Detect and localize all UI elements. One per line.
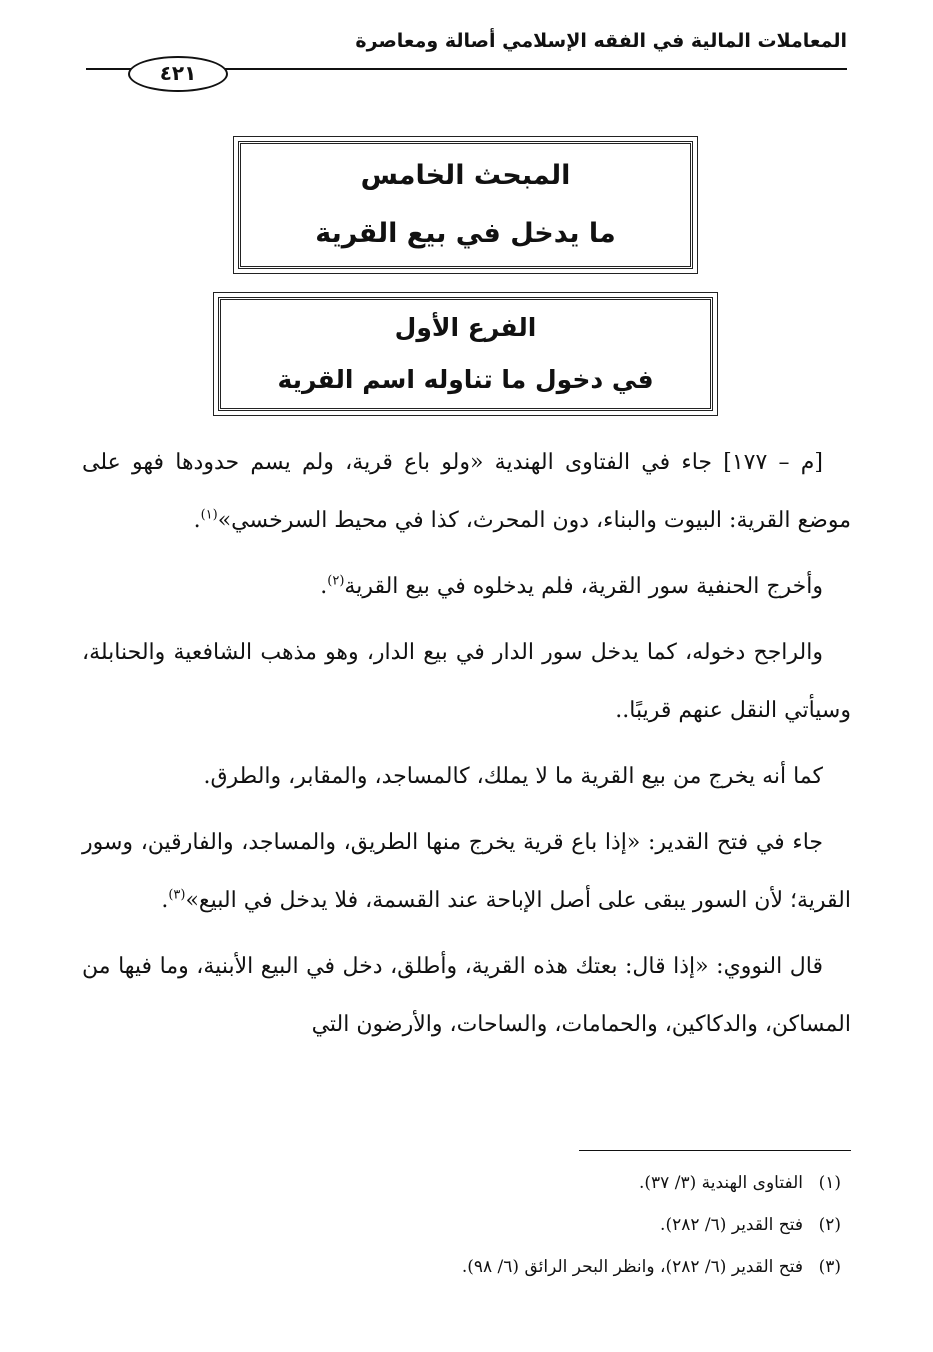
paragraph-tail: . [320, 574, 328, 599]
footnote-mark: (٢) [818, 1215, 841, 1235]
footnote [82, 1204, 851, 1246]
paragraph [82, 814, 851, 930]
footnote-mark: (١) [818, 1173, 841, 1193]
footnote-text: فتح القدير (٦/ ٢٨٢). [660, 1215, 803, 1235]
section-heading-frame [238, 141, 693, 269]
footnote-text: فتح القدير (٦/ ٢٨٢)، وانظر البحر الرائق (٦/ ٩٨). [461, 1257, 803, 1277]
paragraph-text: جاء في فتح القدير: «إذا باع قرية يخرج منها الطريق، والمساجد، والفارقين، وسور القرية؛ لأن السور يبقى على أصل الإباحة عند القسمة، فلا يدخل في البيع» [82, 830, 851, 913]
section-heading-box [233, 136, 698, 274]
subsection-heading-title: الفرع الأول [394, 313, 537, 342]
paragraph-tail: . [161, 888, 169, 913]
footnote-reference: (٣) [168, 887, 186, 903]
paragraph-text: [م – ١٧٧] جاء في الفتاوى الهندية «ولو باع قرية، ولم يسم حدودها فهو على موضع القرية: البيوت والبناء، دون المحرث، كذا في محيط السرخسي» [82, 450, 851, 533]
paragraph [82, 434, 851, 550]
running-header-title: المعاملات المالية في الفقه الإسلامي أصالة ومعاصرة [355, 30, 847, 52]
footnote-separator [579, 1150, 851, 1151]
paragraph-text: وأخرج الحنفية سور القرية، فلم يدخلوه في بيع القرية [344, 574, 823, 599]
subsection-heading-box [213, 292, 718, 416]
paragraph-tail: . [193, 508, 201, 533]
section-heading-title: المبحث الخامس [360, 160, 571, 191]
footnote [82, 1246, 851, 1288]
footnote [82, 1162, 851, 1204]
footnotes [82, 1162, 851, 1288]
page-number: ٤٢١ [128, 56, 228, 92]
paragraph-text: قال النووي: «إذا قال: بعتك هذه القرية، وأطلق، دخل في البيع الأبنية، وما فيها من المساكن، والدكاكين، والحمامات، والساحات، والأرضون التي [82, 954, 851, 1037]
paragraph [82, 938, 851, 1054]
paragraph-text: والراجح دخوله، كما يدخل سور الدار في بيع الدار، وهو مذهب الشافعية والحنابلة، وسيأتي النقل عنهم قريبًا.. [82, 640, 851, 723]
footnote-mark: (٣) [818, 1257, 841, 1277]
footnote-reference: (١) [200, 507, 218, 523]
subsection-heading-frame [218, 297, 713, 411]
body-text [82, 434, 851, 1062]
footnote-reference: (٢) [327, 573, 345, 589]
paragraph [82, 624, 851, 740]
paragraph-text: كما أنه يخرج من بيع القرية ما لا يملك، كالمساجد، والمقابر، والطرق. [203, 764, 823, 789]
subsection-heading-subtitle: في دخول ما تناوله اسم القرية [277, 365, 654, 394]
footnote-text: الفتاوى الهندية (٣/ ٣٧). [639, 1173, 803, 1193]
paragraph [82, 748, 851, 806]
paragraph [82, 558, 851, 616]
section-heading-subtitle: ما يدخل في بيع القرية [315, 218, 616, 249]
